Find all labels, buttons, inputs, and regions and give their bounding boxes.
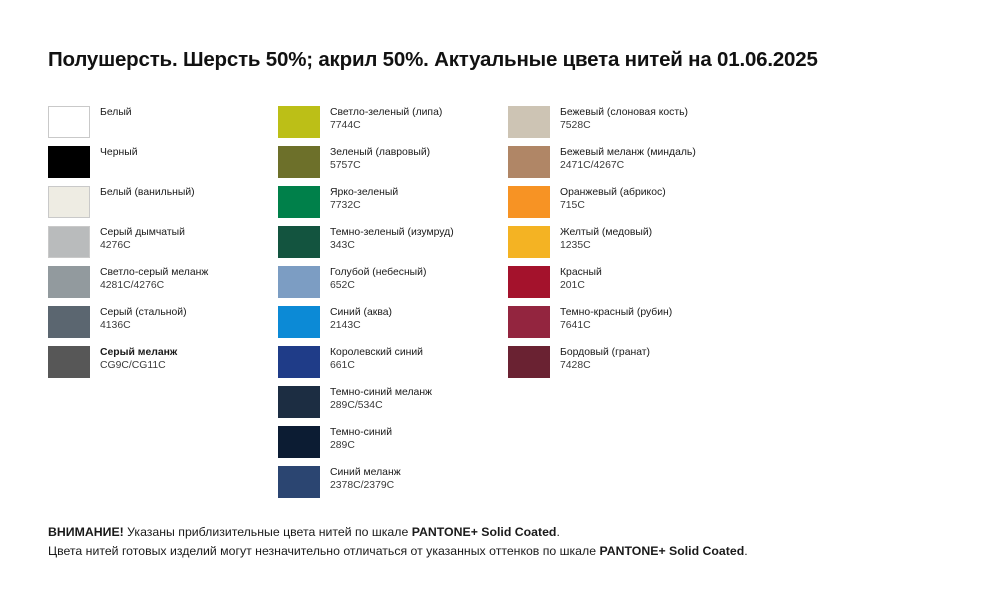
swatch-labels: [560, 106, 688, 132]
swatch-row: [278, 226, 484, 266]
swatch-row: [508, 306, 714, 346]
footer-note: [48, 523, 968, 561]
swatch-row: [48, 266, 254, 306]
swatch-row: [278, 466, 484, 506]
color-name: Темно-синий: [330, 427, 393, 438]
color-name: Синий (аква): [330, 307, 392, 318]
color-code: 4136C: [100, 319, 131, 331]
color-chip: [508, 306, 550, 338]
color-name: Темно-красный (рубин): [560, 307, 673, 318]
swatch-column-3: [508, 106, 714, 506]
color-code: 5757C: [330, 159, 361, 171]
color-code: 1235C: [560, 239, 591, 251]
swatch-row: [278, 146, 484, 186]
swatch-labels: [560, 306, 672, 332]
swatch-labels: [100, 146, 138, 160]
swatch-columns: [48, 106, 968, 506]
swatch-labels: [560, 266, 602, 292]
swatch-labels: [330, 186, 398, 212]
swatch-labels: [100, 226, 185, 252]
swatch-row: [278, 266, 484, 306]
color-code: 652C: [330, 279, 355, 291]
color-code: 4276C: [100, 239, 131, 251]
color-chip: [278, 186, 320, 218]
color-chip: [278, 106, 320, 138]
color-name: Голубой (небесный): [330, 267, 427, 278]
color-code: CG9C/CG11C: [100, 359, 166, 371]
swatch-row: [508, 186, 714, 226]
color-chip: [508, 186, 550, 218]
color-code: 7744C: [330, 119, 361, 131]
color-name: Бордовый (гранат): [560, 347, 650, 358]
swatch-labels: [330, 466, 401, 492]
swatch-column-1: [48, 106, 254, 506]
swatch-labels: [100, 186, 195, 200]
swatch-row: [508, 226, 714, 266]
color-code: 715C: [560, 199, 585, 211]
color-chip: [48, 306, 90, 338]
color-chip: [278, 346, 320, 378]
color-code: 7732C: [330, 199, 361, 211]
color-chip: [508, 346, 550, 378]
color-name: Белый (ванильный): [100, 187, 195, 198]
attention-label: ВНИМАНИЕ!: [48, 524, 124, 539]
color-name: Серый меланж: [100, 347, 178, 358]
color-name: Черный: [100, 147, 138, 158]
color-name: Синий меланж: [330, 467, 401, 478]
color-name: Королевский синий: [330, 347, 423, 358]
swatch-labels: [560, 226, 652, 252]
color-chip: [278, 466, 320, 498]
color-name: Бежевый меланж (миндаль): [560, 147, 696, 158]
swatch-labels: [100, 306, 187, 332]
swatch-row: [48, 186, 254, 226]
swatch-column-2: [278, 106, 484, 506]
swatch-row: [278, 106, 484, 146]
footer-line-2: [48, 542, 968, 561]
footer-line-1: [48, 523, 968, 542]
color-name: Красный: [560, 267, 602, 278]
color-chip: [48, 106, 90, 138]
swatch-row: [508, 346, 714, 386]
swatch-labels: [330, 426, 392, 452]
swatch-row: [48, 226, 254, 266]
swatch-labels: [100, 346, 177, 372]
color-code: 289C/534C: [330, 399, 383, 411]
color-code: 661C: [330, 359, 355, 371]
swatch-labels: [100, 266, 208, 292]
color-name: Зеленый (лавровый): [330, 147, 431, 158]
color-name: Желтый (медовый): [560, 227, 653, 238]
swatch-row: [278, 186, 484, 226]
swatch-labels: [330, 226, 454, 252]
color-chip: [48, 266, 90, 298]
footer-line-2-text: Цвета нитей готовых изделий могут незначительно отличаться от указанных оттенков по шкале: [48, 543, 600, 558]
swatch-row: [508, 266, 714, 306]
color-code: 289C: [330, 439, 355, 451]
color-code: 2378C/2379C: [330, 479, 395, 491]
swatch-labels: [560, 186, 666, 212]
color-chip: [278, 306, 320, 338]
footer-line-2-end: .: [744, 543, 748, 558]
swatch-labels: [560, 346, 650, 372]
page-title: Полушерсть. Шерсть 50%; акрил 50%. Актуальные цвета нитей на 01.06.2025: [48, 48, 818, 71]
color-chip: [48, 346, 90, 378]
swatch-labels: [330, 346, 423, 372]
swatch-row: [508, 146, 714, 186]
swatch-row: [48, 146, 254, 186]
color-name: Бежевый (слоновая кость): [560, 107, 688, 118]
color-code: 2471C/4267C: [560, 159, 625, 171]
swatch-labels: [330, 306, 392, 332]
color-chip: [508, 266, 550, 298]
color-name: Темно-синий меланж: [330, 387, 433, 398]
swatch-row: [278, 346, 484, 386]
swatch-labels: [330, 386, 432, 412]
color-chip: [278, 146, 320, 178]
swatch-row: [48, 106, 254, 146]
color-code: 2143C: [330, 319, 361, 331]
swatch-labels: [330, 146, 430, 172]
swatch-labels: [100, 106, 132, 120]
color-code: 201C: [560, 279, 585, 291]
swatch-row: [48, 346, 254, 386]
color-name: Серый (стальной): [100, 307, 187, 318]
color-code: 7528C: [560, 119, 591, 131]
color-name: Светло-серый меланж: [100, 267, 209, 278]
color-chip: [48, 186, 90, 218]
color-name: Оранжевый (абрикос): [560, 187, 666, 198]
pantone-label-2: PANTONE+ Solid Coated: [599, 543, 745, 558]
footer-line-1-end: .: [556, 524, 560, 539]
color-chip: [278, 426, 320, 458]
swatch-row: [508, 106, 714, 146]
color-name: Белый: [100, 107, 132, 118]
color-chip: [48, 226, 90, 258]
color-name: Светло-зеленый (липа): [330, 107, 443, 118]
color-name: Ярко-зеленый: [330, 187, 399, 198]
swatch-labels: [330, 106, 442, 132]
color-name: Серый дымчатый: [100, 227, 185, 238]
color-chip: [278, 226, 320, 258]
swatch-labels: [560, 146, 696, 172]
color-chip: [278, 266, 320, 298]
color-code: 7641C: [560, 319, 591, 331]
swatch-row: [48, 306, 254, 346]
color-code: 7428C: [560, 359, 591, 371]
color-chip: [508, 106, 550, 138]
color-chip: [508, 146, 550, 178]
color-name: Темно-зеленый (изумруд): [330, 227, 454, 238]
footer-line-1-text: Указаны приблизительные цвета нитей по шкале: [123, 524, 412, 539]
color-chip: [48, 146, 90, 178]
color-chip: [508, 226, 550, 258]
color-code: 343C: [330, 239, 355, 251]
color-chip: [278, 386, 320, 418]
pantone-label-1: PANTONE+ Solid Coated: [411, 524, 557, 539]
swatch-row: [278, 306, 484, 346]
color-code: 4281C/4276C: [100, 279, 165, 291]
swatch-labels: [330, 266, 426, 292]
swatch-row: [278, 426, 484, 466]
swatch-row: [278, 386, 484, 426]
